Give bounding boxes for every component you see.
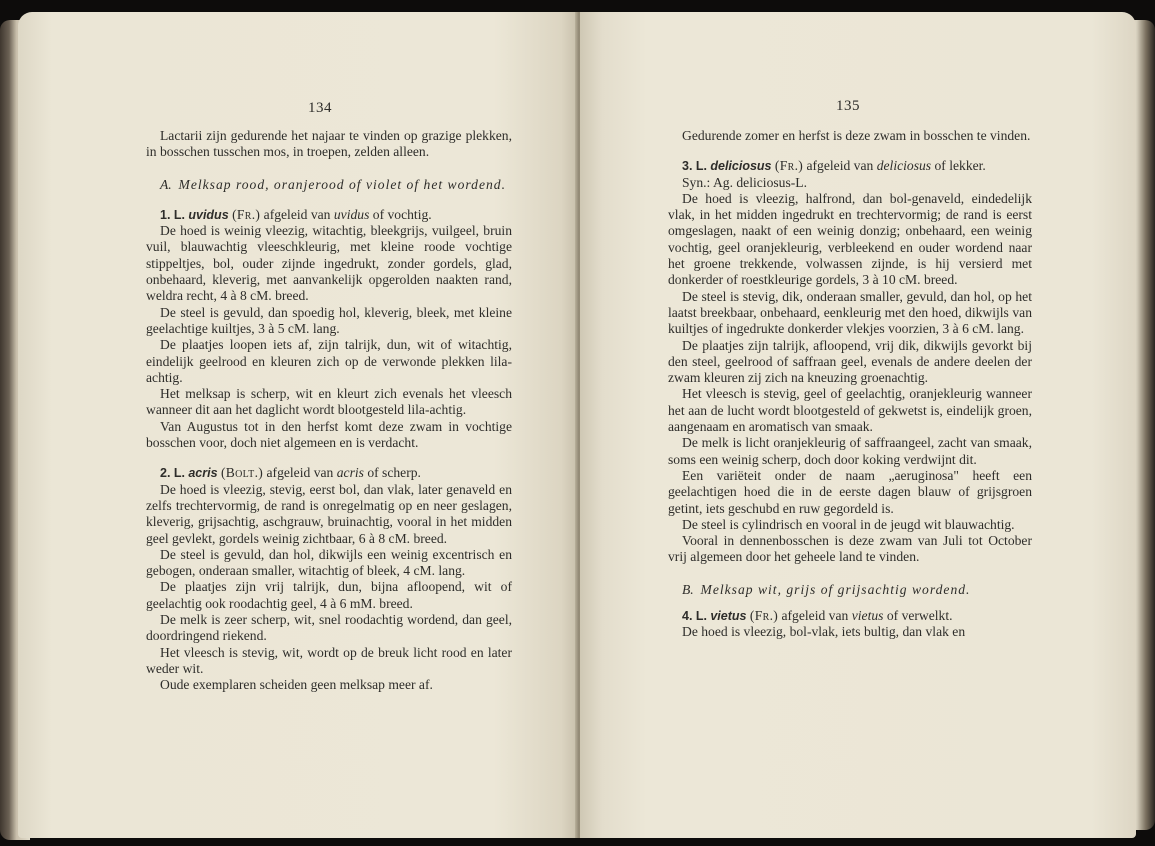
- species-3-paragraph: Een variëteit onder de naam „aeruginosa" heeft een geelachtigen hoed die in de eerste dagen blauw of grijsgroen getint, iets geschubd en ruw gegordeld is.: [668, 467, 1032, 516]
- species-4-number: 4.: [682, 609, 693, 624]
- species-3-author: (Fr.): [774, 158, 804, 174]
- intro-paragraph: Gedurende zomer en herfst is deze zwam in bosschen te vinden.: [682, 128, 1031, 143]
- species-2-author: (Bolt.): [220, 465, 264, 481]
- species-1-author: (Fr.): [232, 206, 261, 222]
- species-3-paragraph: Het vleesch is stevig, geel of geelachtig, oranjekleurig wanneer het aan de lucht wordt blootgesteld of gekwetst is, eindelijk groen, aangenaam en aromatisch van smaak.: [668, 386, 1032, 435]
- left-page-text: [146, 128, 512, 694]
- species-3-name: deliciosus: [710, 159, 772, 174]
- species-2-number: 2.: [160, 466, 171, 481]
- species-4-etym: vietus: [851, 608, 884, 624]
- species-3-number: 3.: [682, 159, 693, 174]
- species-1-name: uvidus: [188, 207, 229, 222]
- species-2-name: acris: [188, 466, 218, 481]
- intro-paragraph: Lactarii zijn gedurende het najaar te vinden op grazige plekken, in bosschen tusschen mos, in troepen, zelden alleen.: [146, 128, 512, 160]
- species-4-genus: L.: [695, 609, 707, 624]
- species-4-header: [668, 608, 1032, 624]
- section-b-heading: [668, 582, 1032, 598]
- species-2-paragraph: De steel is gevuld, dan hol, dikwijls een weinig excentrisch en gebogen, onderaan smaller, witachtig of bleek, 4 cM. lang.: [146, 546, 512, 579]
- species-2-header: [146, 465, 512, 481]
- species-3-post-etym: of lekker.: [934, 158, 986, 174]
- species-3-synonym: Syn.: Ag. deliciosus-L.: [682, 174, 807, 190]
- species-1-post-etym: of vochtig.: [372, 206, 432, 222]
- species-3-paragraph: De hoed is vleezig, halfrond, dan bol-genaveld, eindedelijk vlak, in het midden ingedrukt en trechtervormig; de rand is eerst omgeslagen, naakt of een weinig donzig; onbehaard, een weinig vochtig, geel oranjekleurig, verbleekend en ouder wordend naar het groene trekkende, volwassen zijnde, is hij versierd met donkerder of roestkleurige gordels, 3 à 10 cM. breed.: [668, 190, 1032, 288]
- species-1-paragraph: De hoed is weinig vleezig, witachtig, bleekgrijs, vuilgeel, bruin vuil, blauwachtig vleeschkleurig, met kleine roode vochtige stippeltjes, bol, ouder zijnde ingedrukt, zonder gordels, glad, onbehaard, kleverig, met aanvankelijk opgerolden naakten rand, weldra recht, 4 à 8 cM. breed.: [146, 223, 512, 304]
- species-3-etym: deliciosus: [876, 158, 932, 174]
- species-4-paragraph: De hoed is vleezig, bol-vlak, iets bultig, dan vlak en: [682, 624, 966, 640]
- species-1-pre-etym: afgeleid van: [263, 206, 331, 222]
- species-1-header: [146, 207, 512, 223]
- left-page: [18, 12, 578, 838]
- page-number-right: 135: [836, 98, 860, 114]
- species-3-header: [668, 158, 1032, 174]
- species-3-paragraph: De plaatjes zijn talrijk, afloopend, vrij dik, dikwijls gevorkt bij den steel, geelrood of saffraan geel, evenals de andere deelen der zwam kleuren zij zich na kneuzing groenachtig.: [668, 337, 1032, 386]
- species-4-name: vietus: [710, 609, 747, 624]
- page-number-left: 134: [308, 100, 332, 116]
- section-a-title: Melksap rood, oranjerood of violet of het wordend.: [178, 176, 507, 192]
- species-3-paragraph: De melk is licht oranjekleurig of saffraangeel, zacht van smaak, soms een weinig scherp, doch door koking verdwijnt dit.: [668, 435, 1032, 467]
- section-b-title: Melksap wit, grijs of grijsachtig wordend.: [700, 581, 971, 597]
- species-1-genus: L.: [173, 207, 185, 222]
- species-3-paragraph: De steel is cylindrisch en vooral in de jeugd wit blauwachtig.: [682, 516, 1015, 532]
- species-2-post-etym: of scherp.: [367, 465, 421, 481]
- species-1-paragraph: De steel is gevuld, dan spoedig hol, kleverig, bleek, met kleine geelachtige kuiltjes, 3 à 5 cM. lang.: [146, 304, 512, 336]
- species-1-etym: uvidus: [333, 206, 370, 222]
- right-page: [580, 12, 1136, 838]
- species-2-etym: acris: [336, 465, 364, 481]
- right-page-text: [668, 128, 1032, 641]
- species-2-pre-etym: afgeleid van: [266, 465, 334, 481]
- species-2-genus: L.: [173, 466, 185, 481]
- species-2-paragraph: De plaatjes zijn vrij talrijk, dun, bijna afloopend, wit of geelachtig ook roodachtig geel, 4 à 6 mM. breed.: [146, 579, 512, 611]
- species-1-paragraph: De plaatjes loopen iets af, zijn talrijk, dun, wit of witachtig, eindelijk geelrood en kleuren zich op de verwonde plekken lila-achtig.: [146, 337, 512, 385]
- species-3-pre-etym: afgeleid van: [806, 158, 874, 174]
- species-2-paragraph: De melk is zeer scherp, wit, snel roodachtig wordend, dan geel, doordringend riekend.: [146, 612, 512, 644]
- section-a-letter: A.: [160, 176, 172, 192]
- species-1-paragraph: Van Augustus tot in den herfst komt deze zwam in vochtige bosschen voor, doch niet algemeen en is verdacht.: [146, 418, 512, 451]
- species-4-post-etym: of verwelkt.: [886, 608, 953, 624]
- species-1-paragraph: Het melksap is scherp, wit en kleurt zich evenals het vleesch wanneer dit aan het daglicht wordt blootgesteld lila-achtig.: [146, 386, 512, 418]
- species-3-genus: L.: [695, 159, 707, 174]
- section-a-heading: [146, 177, 512, 193]
- species-3-paragraph: Vooral in dennenbosschen is deze zwam van Juli tot October vrij algemeen door het geheele land te vinden.: [668, 533, 1032, 565]
- species-4-author: (Fr.): [749, 608, 779, 624]
- species-4-pre-etym: afgeleid van: [781, 608, 849, 624]
- species-2-paragraph: Het vleesch is stevig, wit, wordt op de breuk licht rood en later weder wit.: [146, 644, 512, 676]
- species-1-number: 1.: [160, 207, 171, 222]
- section-b-letter: B.: [682, 581, 694, 597]
- species-2-paragraph: De hoed is vleezig, stevig, eerst bol, dan vlak, later genaveld en zelfs trechtervormig, de rand is onregelmatig op en neer geslagen, kleverig, grijsachtig, aschgrauw, bruinachtig, vooral in het midden geel gevlekt, gordels weinig zichtbaar, 6 à 8 cM. breed.: [146, 481, 512, 546]
- species-2-paragraph: Oude exemplaren scheiden geen melksap meer af.: [160, 677, 433, 693]
- species-3-paragraph: De steel is stevig, dik, onderaan smaller, gevuld, dan hol, op het laatst breekbaar, onbehaard, eenkleurig met den hoed, dikwijls van kuiltjes of ingedrukte donkerder vlekjes voorzien, 3 à 6 cM. lang.: [668, 288, 1032, 337]
